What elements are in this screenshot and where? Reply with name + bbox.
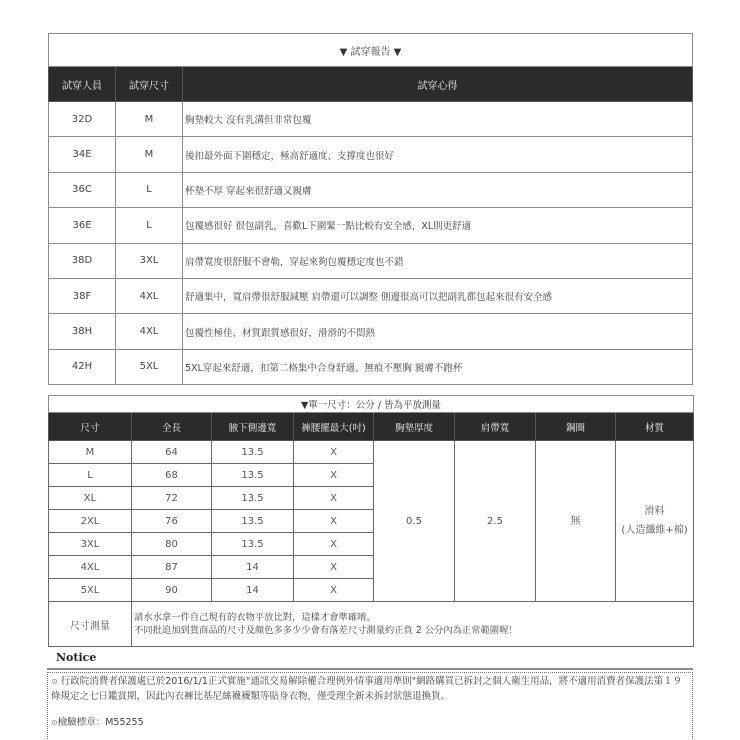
size-cell: L <box>116 208 183 243</box>
table-row <box>49 349 693 384</box>
size-cell: 3XL <box>116 243 183 278</box>
measurement-note-line-1: 請水水拿一件自己現有的衣物平放比對，這樣才會準確唷。 <box>134 611 376 623</box>
notice-text-1: 行政院消費者保護處已於2016/1/1正式實施"通訊交易解除權合理例外情事適用準則"網路購買已拆封之個人衛生用品，將不適用消費者保護法第１９條規定之七日鑑賞期，因此內衣褲比基尼絲襪襪類等貼身衣物，僅受理全新未拆封狀態退換貨。 <box>51 676 683 702</box>
tester-cell: 38D <box>49 243 116 278</box>
size-cell: 5XL <box>49 579 132 602</box>
size-cell: 4XL <box>116 314 183 349</box>
header-size: 尺寸 <box>49 413 132 441</box>
comment-cell: 包覆感很好 很包副乳，喜歡L下圍緊一點比較有安全感，XL則更舒適 <box>183 208 693 243</box>
header-side-width: 腋下側邊寬 <box>212 413 294 441</box>
size-cell: 4XL <box>116 278 183 313</box>
length-cell: 87 <box>132 556 212 579</box>
length-cell: 90 <box>132 579 212 602</box>
size-chart-title: ▼單一尺寸：公分 / 皆為平放測量 <box>49 396 694 413</box>
inspection-mark: 檢驗標章：M55255 <box>57 717 144 729</box>
fit-report-section <box>48 33 693 385</box>
header-tester: 試穿人員 <box>49 67 116 102</box>
tester-cell: 36E <box>49 208 116 243</box>
measurement-note <box>132 602 694 647</box>
notice-box <box>47 672 693 740</box>
side-width-cell: 13.5 <box>212 510 294 533</box>
waist-cell: X <box>294 441 374 464</box>
fit-report-table <box>48 33 693 385</box>
side-width-cell: 13.5 <box>212 487 294 510</box>
table-row <box>49 278 693 313</box>
side-width-cell: 13.5 <box>212 464 294 487</box>
strap-width-cell: 2.5 <box>455 441 536 602</box>
comment-cell: 包覆性極佳、材質跟質感很好，滑滑的不悶熱 <box>183 314 693 349</box>
tester-cell: 38H <box>49 314 116 349</box>
measurement-label: 尺寸測量 <box>49 602 132 647</box>
size-cell: 5XL <box>116 349 183 384</box>
comment-cell: 5XL穿起來舒適，扣第二格集中合身舒適、無痕不壓胸 親膚不跑杯 <box>183 349 693 384</box>
header-size: 試穿尺寸 <box>116 67 183 102</box>
side-width-cell: 14 <box>212 579 294 602</box>
header-underwire: 鋼圈 <box>536 413 616 441</box>
notice-divider <box>47 668 693 670</box>
header-strap-width: 肩帶寬 <box>455 413 536 441</box>
size-chart-header-row <box>49 413 694 441</box>
material-line-2: (人造纖維+棉) <box>621 525 688 536</box>
size-cell: L <box>116 172 183 207</box>
comment-cell: 杯墊不厚 穿起來很舒適又親膚 <box>183 172 693 207</box>
size-cell: M <box>49 441 132 464</box>
waist-cell: X <box>294 579 374 602</box>
tester-cell: 42H <box>49 349 116 384</box>
waist-cell: X <box>294 556 374 579</box>
waist-cell: X <box>294 464 374 487</box>
size-chart-table <box>48 395 694 647</box>
size-cell: M <box>116 102 183 137</box>
notice-paragraph-2 <box>51 716 689 731</box>
fit-report-header-row <box>49 67 693 102</box>
table-row <box>49 137 693 172</box>
side-width-cell: 13.5 <box>212 533 294 556</box>
tester-cell: 34E <box>49 137 116 172</box>
fit-report-title: ▼ 試穿報告 ▼ <box>49 34 693 67</box>
measurement-row <box>49 602 694 647</box>
header-pad-thickness: 胸墊厚度 <box>374 413 455 441</box>
table-row <box>49 172 693 207</box>
table-row <box>49 314 693 349</box>
waist-cell: X <box>294 510 374 533</box>
tester-cell: 38F <box>49 278 116 313</box>
table-row <box>49 243 693 278</box>
material-line-1: 滑料 <box>644 506 665 517</box>
header-waist: 褲腰擺最大(吋) <box>294 413 374 441</box>
waist-cell: X <box>294 533 374 556</box>
size-cell: M <box>116 137 183 172</box>
side-width-cell: 13.5 <box>212 441 294 464</box>
comment-cell: 後扣最外面下圍穩定，極高舒適度、支撐度也很好 <box>183 137 693 172</box>
size-cell: XL <box>49 487 132 510</box>
bullet-icon: ⊙ <box>51 677 58 686</box>
table-row <box>49 441 694 464</box>
header-comment: 試穿心得 <box>183 67 693 102</box>
size-cell: 3XL <box>49 533 132 556</box>
comment-cell: 胸墊較大 沒有乳溝但非常包覆 <box>183 102 693 137</box>
header-material: 材質 <box>616 413 694 441</box>
side-width-cell: 14 <box>212 556 294 579</box>
size-cell: L <box>49 464 132 487</box>
size-cell: 2XL <box>49 510 132 533</box>
tester-cell: 32D <box>49 102 116 137</box>
pad-thickness-cell: 0.5 <box>374 441 455 602</box>
length-cell: 76 <box>132 510 212 533</box>
length-cell: 64 <box>132 441 212 464</box>
comment-cell: 肩帶寬度很舒服不會勒，穿起來夠包覆穩定度也不錯 <box>183 243 693 278</box>
comment-cell: 舒適集中，寬肩帶很舒服減壓 肩帶還可以調整 側邊很高可以把副乳都包起來很有安全感 <box>183 278 693 313</box>
notice-title: Notice <box>56 651 97 664</box>
material-cell <box>616 441 694 602</box>
measurement-note-line-2: 不同批追加到貨商品的尺寸及顏色多多少少會有落差尺寸測量約正負 2 公分內為正常範圍喔！ <box>134 625 518 636</box>
bullet-icon: ⊙ <box>51 718 58 728</box>
length-cell: 68 <box>132 464 212 487</box>
table-row <box>49 208 693 243</box>
size-cell: 4XL <box>49 556 132 579</box>
table-row <box>49 102 693 137</box>
size-chart-section <box>48 395 693 647</box>
notice-paragraph-1 <box>51 675 689 704</box>
tester-cell: 36C <box>49 172 116 207</box>
underwire-cell: 無 <box>536 441 616 602</box>
waist-cell: X <box>294 487 374 510</box>
length-cell: 80 <box>132 533 212 556</box>
length-cell: 72 <box>132 487 212 510</box>
header-length: 全長 <box>132 413 212 441</box>
